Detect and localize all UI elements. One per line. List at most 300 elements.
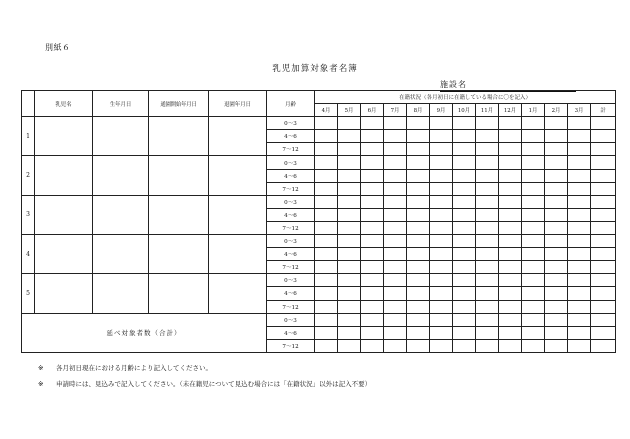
enrollment-cell[interactable] xyxy=(476,248,499,261)
enrollment-cell[interactable] xyxy=(568,300,591,313)
enrollment-cell[interactable] xyxy=(315,235,338,248)
infant-roster-table xyxy=(21,90,616,353)
enrollment-cell[interactable] xyxy=(430,235,453,248)
enrollment-cell[interactable] xyxy=(476,339,499,352)
month-header: 4月 xyxy=(315,104,338,117)
enrollment-cell[interactable] xyxy=(338,235,361,248)
enrollment-cell[interactable] xyxy=(476,313,499,326)
enrollment-cell[interactable] xyxy=(407,261,430,274)
infant-name-cell[interactable] xyxy=(35,195,93,234)
enrollment-cell[interactable] xyxy=(476,261,499,274)
enrollment-cell[interactable] xyxy=(338,300,361,313)
enrollment-cell[interactable] xyxy=(407,208,430,221)
enrollment-cell[interactable] xyxy=(522,300,545,313)
enrollment-cell[interactable] xyxy=(384,156,407,169)
infant-name-cell[interactable] xyxy=(35,235,93,274)
enrollment-cell[interactable] xyxy=(384,287,407,300)
enrollment-cell[interactable] xyxy=(568,195,591,208)
note-2 xyxy=(38,379,371,388)
enrollment-cell[interactable] xyxy=(591,313,616,326)
enrollment-cell[interactable] xyxy=(361,326,384,339)
enrollment-cell[interactable] xyxy=(568,313,591,326)
enrollment-cell[interactable] xyxy=(568,117,591,130)
birth-date-cell[interactable] xyxy=(93,195,149,234)
enrollment-cell[interactable] xyxy=(338,169,361,182)
note-1-mark: ※ xyxy=(38,364,44,372)
start-date-cell[interactable] xyxy=(149,195,209,234)
enrollment-cell[interactable] xyxy=(430,117,453,130)
start-date-cell[interactable] xyxy=(149,235,209,274)
enrollment-cell[interactable] xyxy=(430,326,453,339)
document-title: 乳児加算対象者名簿 xyxy=(272,64,358,74)
infant-name-header: 乳児名 xyxy=(35,91,93,117)
enrollment-cell[interactable] xyxy=(430,287,453,300)
enrollment-cell[interactable] xyxy=(315,300,338,313)
enrollment-cell[interactable] xyxy=(568,287,591,300)
enrollment-cell[interactable] xyxy=(338,339,361,352)
enrollment-cell[interactable] xyxy=(591,195,616,208)
enrollment-cell[interactable] xyxy=(522,156,545,169)
enrollment-cell[interactable] xyxy=(407,235,430,248)
month-header: 8月 xyxy=(407,104,430,117)
enrollment-cell[interactable] xyxy=(430,143,453,156)
birth-date-cell[interactable] xyxy=(93,274,149,313)
enrollment-cell[interactable] xyxy=(568,221,591,234)
row-index: 2 xyxy=(22,156,35,195)
enrollment-cell[interactable] xyxy=(499,326,522,339)
enrollment-cell[interactable] xyxy=(499,156,522,169)
enrollment-cell[interactable] xyxy=(545,195,568,208)
enrollment-cell[interactable] xyxy=(315,287,338,300)
enrollment-cell[interactable] xyxy=(545,221,568,234)
enrollment-cell[interactable] xyxy=(384,143,407,156)
month-header: 9月 xyxy=(430,104,453,117)
enrollment-cell[interactable] xyxy=(522,143,545,156)
month-header: 5月 xyxy=(338,104,361,117)
enrollment-cell[interactable] xyxy=(591,117,616,130)
enrollment-cell[interactable] xyxy=(453,339,476,352)
leave-date-cell[interactable] xyxy=(209,235,267,274)
enrollment-cell[interactable] xyxy=(499,143,522,156)
enrollment-cell[interactable] xyxy=(407,287,430,300)
enrollment-cell[interactable] xyxy=(476,156,499,169)
enrollment-cell[interactable] xyxy=(315,130,338,143)
enrollment-cell[interactable] xyxy=(315,156,338,169)
note-2-text: 申請時には、見込みで記入してください。（未在籍児について見込む場合には「在籍状況」以外は記入不要） xyxy=(56,380,372,388)
enrollment-cell[interactable] xyxy=(568,274,591,287)
enrollment-cell[interactable] xyxy=(568,208,591,221)
age-range: 7～12 xyxy=(267,143,315,156)
enrollment-cell[interactable] xyxy=(315,261,338,274)
enrollment-cell[interactable] xyxy=(361,300,384,313)
table-row xyxy=(22,235,616,248)
enrollment-cell[interactable] xyxy=(384,248,407,261)
enrollment-cell[interactable] xyxy=(453,248,476,261)
enrollment-cell[interactable] xyxy=(591,235,616,248)
enrollment-cell[interactable] xyxy=(499,169,522,182)
enrollment-cell[interactable] xyxy=(591,221,616,234)
leave-date-cell[interactable] xyxy=(209,274,267,313)
enrollment-cell[interactable] xyxy=(545,261,568,274)
enrollment-cell[interactable] xyxy=(591,182,616,195)
enrollment-cell[interactable] xyxy=(361,182,384,195)
enrollment-cell[interactable] xyxy=(430,339,453,352)
enrollment-cell[interactable] xyxy=(545,300,568,313)
enrollment-cell[interactable] xyxy=(591,261,616,274)
leave-date-cell[interactable] xyxy=(209,156,267,195)
enrollment-cell[interactable] xyxy=(430,313,453,326)
enrollment-cell[interactable] xyxy=(453,130,476,143)
enrollment-cell[interactable] xyxy=(384,130,407,143)
age-range: 0～3 xyxy=(267,156,315,169)
facility-name-label: 施設名 xyxy=(440,80,467,89)
enrollment-cell[interactable] xyxy=(407,221,430,234)
enrollment-cell[interactable] xyxy=(522,313,545,326)
enrollment-cell[interactable] xyxy=(453,300,476,313)
enrollment-cell[interactable] xyxy=(315,274,338,287)
enrollment-cell[interactable] xyxy=(499,287,522,300)
enrollment-cell[interactable] xyxy=(499,182,522,195)
enrollment-cell[interactable] xyxy=(476,287,499,300)
enrollment-cell[interactable] xyxy=(338,274,361,287)
enrollment-cell[interactable] xyxy=(430,130,453,143)
enrollment-cell[interactable] xyxy=(384,313,407,326)
enrollment-cell[interactable] xyxy=(315,248,338,261)
enrollment-cell[interactable] xyxy=(453,326,476,339)
enrollment-cell[interactable] xyxy=(568,156,591,169)
enrollment-cell[interactable] xyxy=(338,326,361,339)
enrollment-cell[interactable] xyxy=(430,182,453,195)
enrollment-cell[interactable] xyxy=(453,195,476,208)
enrollment-cell[interactable] xyxy=(384,326,407,339)
enrollment-cell[interactable] xyxy=(522,248,545,261)
enrollment-cell[interactable] xyxy=(568,143,591,156)
birth-date-header: 生年月日 xyxy=(93,91,149,117)
leave-date-cell[interactable] xyxy=(209,117,267,156)
enrollment-cell[interactable] xyxy=(453,313,476,326)
attachment-label: 別紙６ xyxy=(45,43,71,52)
enrollment-cell[interactable] xyxy=(522,208,545,221)
enrollment-cell[interactable] xyxy=(522,117,545,130)
enrollment-cell[interactable] xyxy=(453,182,476,195)
enrollment-cell[interactable] xyxy=(407,143,430,156)
enrollment-cell[interactable] xyxy=(407,313,430,326)
enrollment-cell[interactable] xyxy=(407,300,430,313)
enrollment-cell[interactable] xyxy=(361,195,384,208)
enrollment-cell[interactable] xyxy=(384,221,407,234)
enrollment-cell[interactable] xyxy=(476,221,499,234)
enrollment-cell[interactable] xyxy=(361,208,384,221)
enrollment-cell[interactable] xyxy=(453,235,476,248)
table-row xyxy=(22,117,616,130)
enrollment-cell[interactable] xyxy=(361,169,384,182)
enrollment-cell[interactable] xyxy=(430,169,453,182)
enrollment-cell[interactable] xyxy=(476,208,499,221)
start-date-cell[interactable] xyxy=(149,156,209,195)
enrollment-cell[interactable] xyxy=(338,208,361,221)
enrollment-cell[interactable] xyxy=(568,130,591,143)
enrollment-cell[interactable] xyxy=(361,143,384,156)
enrollment-cell[interactable] xyxy=(430,300,453,313)
enrollment-cell[interactable] xyxy=(315,182,338,195)
enrollment-cell[interactable] xyxy=(384,169,407,182)
enrollment-cell[interactable] xyxy=(430,221,453,234)
enrollment-cell[interactable] xyxy=(499,300,522,313)
enrollment-cell[interactable] xyxy=(591,326,616,339)
age-range: 7～12 xyxy=(267,221,315,234)
enrollment-cell[interactable] xyxy=(361,287,384,300)
enrollment-cell[interactable] xyxy=(499,130,522,143)
enrollment-cell[interactable] xyxy=(338,130,361,143)
enrollment-cell[interactable] xyxy=(545,182,568,195)
enrollment-cell[interactable] xyxy=(338,287,361,300)
age-range: 0～3 xyxy=(267,117,315,130)
enrollment-cell[interactable] xyxy=(522,169,545,182)
enrollment-cell[interactable] xyxy=(591,130,616,143)
enrollment-cell[interactable] xyxy=(453,143,476,156)
month-header: 3月 xyxy=(568,104,591,117)
enrollment-cell[interactable] xyxy=(315,221,338,234)
enrollment-cell[interactable] xyxy=(591,156,616,169)
enrollment-cell[interactable] xyxy=(499,117,522,130)
enrollment-cell[interactable] xyxy=(545,274,568,287)
enrollment-cell[interactable] xyxy=(545,287,568,300)
month-header: 6月 xyxy=(361,104,384,117)
month-header: 計 xyxy=(591,104,616,117)
table-row xyxy=(22,195,616,208)
enrollment-cell[interactable] xyxy=(338,156,361,169)
enrollment-cell[interactable] xyxy=(430,208,453,221)
infant-name-cell[interactable] xyxy=(35,117,93,156)
enrollment-cell[interactable] xyxy=(453,117,476,130)
enrollment-cell[interactable] xyxy=(522,274,545,287)
enrollment-cell[interactable] xyxy=(591,208,616,221)
enrollment-cell[interactable] xyxy=(384,117,407,130)
enrollment-cell[interactable] xyxy=(384,182,407,195)
enrollment-cell[interactable] xyxy=(384,339,407,352)
row-index: 5 xyxy=(22,274,35,313)
age-range: 7～12 xyxy=(267,339,315,352)
enrollment-cell[interactable] xyxy=(430,156,453,169)
enrollment-cell[interactable] xyxy=(545,313,568,326)
enrollment-cell[interactable] xyxy=(315,339,338,352)
enrollment-cell[interactable] xyxy=(430,261,453,274)
enrollment-cell[interactable] xyxy=(338,248,361,261)
enrollment-cell[interactable] xyxy=(407,339,430,352)
enrollment-cell[interactable] xyxy=(476,235,499,248)
enrollment-cell[interactable] xyxy=(430,195,453,208)
enrollment-cell[interactable] xyxy=(315,117,338,130)
enrollment-cell[interactable] xyxy=(338,221,361,234)
enrollment-cell[interactable] xyxy=(407,169,430,182)
note-1-text: 各月初日現在における月齢により記入してください。 xyxy=(56,364,212,372)
enrollment-cell[interactable] xyxy=(476,300,499,313)
enrollment-cell[interactable] xyxy=(476,195,499,208)
enrollment-cell[interactable] xyxy=(361,339,384,352)
enrollment-cell[interactable] xyxy=(476,326,499,339)
enrollment-cell[interactable] xyxy=(407,182,430,195)
enrollment-cell[interactable] xyxy=(384,274,407,287)
enrollment-cell[interactable] xyxy=(522,221,545,234)
enrollment-cell[interactable] xyxy=(407,117,430,130)
enrollment-cell[interactable] xyxy=(522,339,545,352)
enrollment-cell[interactable] xyxy=(384,208,407,221)
total-row xyxy=(22,313,616,326)
enrollment-cell[interactable] xyxy=(545,326,568,339)
enrollment-cell[interactable] xyxy=(361,130,384,143)
enrollment-cell[interactable] xyxy=(361,274,384,287)
enrollment-cell[interactable] xyxy=(315,313,338,326)
month-header: 1月 xyxy=(522,104,545,117)
birth-date-cell[interactable] xyxy=(93,117,149,156)
enrollment-cell[interactable] xyxy=(568,169,591,182)
enrollment-cell[interactable] xyxy=(545,156,568,169)
enrollment-cell[interactable] xyxy=(453,261,476,274)
infant-name-cell[interactable] xyxy=(35,274,93,313)
enrollment-cell[interactable] xyxy=(522,261,545,274)
enrollment-cell[interactable] xyxy=(315,195,338,208)
enrollment-cell[interactable] xyxy=(568,182,591,195)
enrollment-cell[interactable] xyxy=(591,300,616,313)
age-range: 4～6 xyxy=(267,169,315,182)
enrollment-cell[interactable] xyxy=(568,248,591,261)
age-range: 4～6 xyxy=(267,326,315,339)
enrollment-cell[interactable] xyxy=(499,235,522,248)
enrollment-cell[interactable] xyxy=(545,208,568,221)
enrollment-cell[interactable] xyxy=(545,143,568,156)
start-date-cell[interactable] xyxy=(149,117,209,156)
enrollment-cell[interactable] xyxy=(407,156,430,169)
enrollment-cell[interactable] xyxy=(407,130,430,143)
age-range: 7～12 xyxy=(267,182,315,195)
enrollment-cell[interactable] xyxy=(476,274,499,287)
enrollment-cell[interactable] xyxy=(591,287,616,300)
leave-date-header: 退園年月日 xyxy=(209,91,267,117)
enrollment-cell[interactable] xyxy=(430,274,453,287)
enrollment-cell[interactable] xyxy=(430,248,453,261)
enrollment-cell[interactable] xyxy=(338,195,361,208)
row-index: 3 xyxy=(22,195,35,234)
enrollment-cell[interactable] xyxy=(453,169,476,182)
enrollment-cell[interactable] xyxy=(407,195,430,208)
enrollment-cell[interactable] xyxy=(361,235,384,248)
enrollment-cell[interactable] xyxy=(476,143,499,156)
enrollment-cell[interactable] xyxy=(545,130,568,143)
enrollment-cell[interactable] xyxy=(591,339,616,352)
enrollment-cell[interactable] xyxy=(476,117,499,130)
enrollment-cell[interactable] xyxy=(407,248,430,261)
enrollment-cell[interactable] xyxy=(522,326,545,339)
enrollment-cell[interactable] xyxy=(361,221,384,234)
enrollment-cell[interactable] xyxy=(384,195,407,208)
enrollment-cell[interactable] xyxy=(545,248,568,261)
table-row xyxy=(22,274,616,287)
enrollment-cell[interactable] xyxy=(338,182,361,195)
birth-date-cell[interactable] xyxy=(93,156,149,195)
enrollment-cell[interactable] xyxy=(315,326,338,339)
enrollment-cell[interactable] xyxy=(476,130,499,143)
enrollment-cell[interactable] xyxy=(522,182,545,195)
enrollment-cell[interactable] xyxy=(407,274,430,287)
enrollment-cell[interactable] xyxy=(315,143,338,156)
enrollment-cell[interactable] xyxy=(568,261,591,274)
enrollment-cell[interactable] xyxy=(499,313,522,326)
enrollment-cell[interactable] xyxy=(522,195,545,208)
enrollment-cell[interactable] xyxy=(522,235,545,248)
start-date-cell[interactable] xyxy=(149,274,209,313)
enrollment-cell[interactable] xyxy=(453,221,476,234)
enrollment-cell[interactable] xyxy=(407,326,430,339)
age-header: 月齢 xyxy=(267,91,315,117)
enrollment-cell[interactable] xyxy=(453,274,476,287)
enrollment-cell[interactable] xyxy=(361,313,384,326)
enrollment-cell[interactable] xyxy=(315,208,338,221)
enrollment-cell[interactable] xyxy=(384,300,407,313)
enrollment-cell[interactable] xyxy=(545,169,568,182)
start-date-header: 通園開始年月日 xyxy=(149,91,209,117)
enrollment-cell[interactable] xyxy=(453,208,476,221)
enrollment-cell[interactable] xyxy=(545,339,568,352)
enrollment-cell[interactable] xyxy=(338,117,361,130)
age-range: 0～3 xyxy=(267,235,315,248)
leave-date-cell[interactable] xyxy=(209,195,267,234)
birth-date-cell[interactable] xyxy=(93,235,149,274)
month-header: 2月 xyxy=(545,104,568,117)
enrollment-cell[interactable] xyxy=(568,326,591,339)
enrollment-cell[interactable] xyxy=(476,182,499,195)
index-header xyxy=(22,91,35,117)
enrollment-cell[interactable] xyxy=(591,274,616,287)
enrollment-cell[interactable] xyxy=(453,287,476,300)
enrollment-cell[interactable] xyxy=(568,339,591,352)
enrollment-cell[interactable] xyxy=(591,143,616,156)
enrollment-cell[interactable] xyxy=(361,261,384,274)
enrollment-cell[interactable] xyxy=(361,156,384,169)
enrollment-cell[interactable] xyxy=(591,248,616,261)
enrollment-cell[interactable] xyxy=(545,235,568,248)
age-range: 4～6 xyxy=(267,287,315,300)
enrollment-cell[interactable] xyxy=(499,195,522,208)
enrollment-cell[interactable] xyxy=(591,169,616,182)
enrollment-cell[interactable] xyxy=(476,169,499,182)
enrollment-cell[interactable] xyxy=(338,261,361,274)
enrollment-cell[interactable] xyxy=(545,117,568,130)
enrollment-cell[interactable] xyxy=(499,339,522,352)
enrollment-cell[interactable] xyxy=(361,117,384,130)
enrollment-cell[interactable] xyxy=(522,287,545,300)
enrollment-cell[interactable] xyxy=(315,169,338,182)
month-header: 12月 xyxy=(499,104,522,117)
age-range: 4～6 xyxy=(267,208,315,221)
enrollment-cell[interactable] xyxy=(499,261,522,274)
enrollment-cell[interactable] xyxy=(568,235,591,248)
enrollment-cell[interactable] xyxy=(361,248,384,261)
note-1 xyxy=(38,363,212,372)
infant-name-cell[interactable] xyxy=(35,156,93,195)
enrollment-cell[interactable] xyxy=(499,221,522,234)
enrollment-cell[interactable] xyxy=(338,313,361,326)
age-range: 0～3 xyxy=(267,274,315,287)
enrollment-cell[interactable] xyxy=(453,156,476,169)
enrollment-cell[interactable] xyxy=(338,143,361,156)
enrollment-cell[interactable] xyxy=(499,248,522,261)
enrollment-cell[interactable] xyxy=(499,274,522,287)
enrollment-cell[interactable] xyxy=(384,261,407,274)
enrollment-cell[interactable] xyxy=(522,130,545,143)
age-range: 7～12 xyxy=(267,261,315,274)
enrollment-cell[interactable] xyxy=(384,235,407,248)
enrollment-cell[interactable] xyxy=(499,208,522,221)
